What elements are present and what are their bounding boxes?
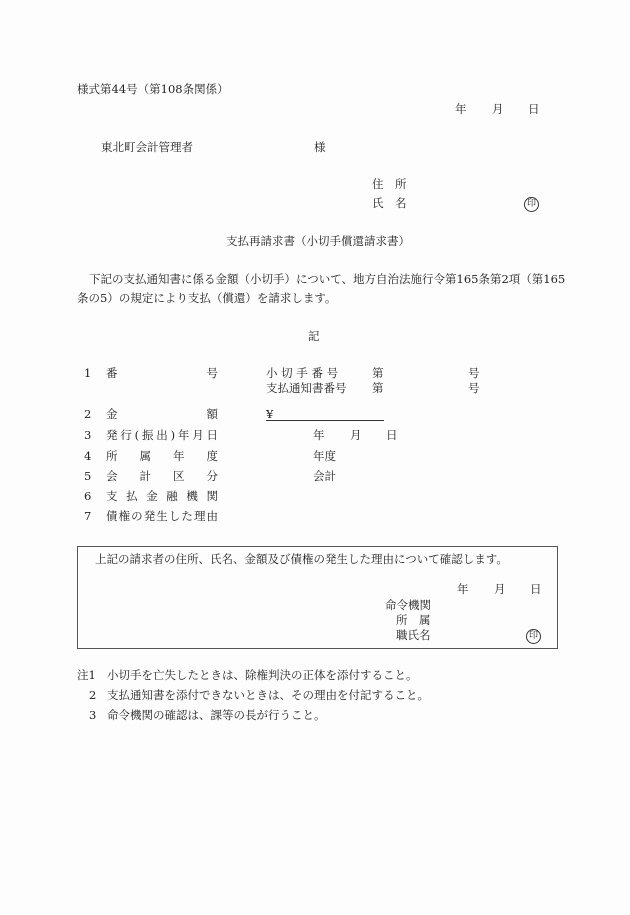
item-6-no: 6 (84, 489, 92, 503)
amount-yen: ¥ (266, 407, 274, 421)
ki-heading: 記 (308, 329, 320, 343)
confirmation-box (77, 546, 558, 649)
item-5-no: 5 (84, 469, 92, 483)
date-day: 日 (528, 102, 540, 116)
issue-month: 月 (350, 428, 362, 442)
item-4-label: 所 属 年 度 (106, 449, 218, 463)
note-2-text: 支払通知書を添付できないときは、その理由を付記すること。 (107, 688, 429, 702)
account-value: 会計 (313, 469, 336, 483)
notice-number-prefix: 第 (372, 381, 384, 395)
notice-number-label: 支払通知書番号 (266, 381, 347, 395)
seal-icon: 印 (524, 197, 539, 212)
dept-label: 所 属 (396, 613, 431, 627)
item-7-label: 債 権 の 発 生 し た 理 由 (106, 509, 218, 523)
note-2-no: 2 (89, 688, 97, 702)
fiscal-year-value: 年度 (313, 449, 336, 463)
confirm-day: 日 (530, 582, 542, 596)
item-2-label: 金 額 (106, 407, 218, 421)
confirm-year: 年 (457, 582, 469, 596)
body-line-2: 条の5）の規定により支払（償還）を請求します。 (77, 291, 337, 305)
address-label: 住 所 (372, 177, 407, 191)
confirm-month: 月 (494, 582, 506, 596)
note-3-no: 3 (89, 708, 97, 722)
addressee-honorific: 様 (314, 140, 326, 154)
item-7-no: 7 (84, 509, 92, 523)
item-1-label: 番 号 (106, 366, 218, 380)
note-1-no: 注1 (77, 668, 96, 682)
date-year: 年 (455, 102, 467, 116)
item-6-label: 支 払 金 融 機 関 (106, 489, 218, 503)
form-id: 様式第44号（第108条関係） (77, 82, 229, 96)
item-5-label: 会 計 区 分 (106, 469, 218, 483)
note-3-text: 命令機関の確認は、課等の長が行うこと。 (107, 708, 326, 722)
item-1-no: 1 (84, 366, 92, 380)
body-line-1: 下記の支払通知書に係る金額（小切手）について、地方自治法施行令第165条第2項（第165 (89, 272, 566, 286)
authority-label: 命令機関 (385, 598, 431, 612)
date-month: 月 (492, 102, 504, 116)
item-3-no: 3 (84, 428, 92, 442)
item-3-label: 発 行 ( 振 出 ) 年 月 日 (106, 428, 218, 442)
item-2-no: 2 (84, 407, 92, 421)
issue-year: 年 (313, 428, 325, 442)
check-number-suffix: 号 (468, 366, 480, 380)
document-title: 支払再請求書（小切手償還請求書） (226, 234, 410, 248)
check-number-prefix: 第 (372, 366, 384, 380)
amount-underline (266, 420, 384, 421)
name-label: 氏 名 (372, 196, 407, 210)
addressee-name: 東北町会計管理者 (101, 140, 193, 154)
note-1-text: 小切手を亡失したときは、除権判決の正体を添付すること。 (107, 668, 418, 682)
check-number-label: 小 切 手 番 号 (266, 366, 339, 380)
item-4-no: 4 (84, 449, 92, 463)
issue-day: 日 (386, 428, 398, 442)
confirmation-text: 上記の請求者の住所、氏名、金額及び債権の発生した理由について確認します。 (95, 552, 508, 566)
title-name-label: 職氏名 (396, 628, 431, 642)
notice-number-suffix: 号 (468, 381, 480, 395)
confirm-seal-icon: 印 (526, 629, 541, 644)
